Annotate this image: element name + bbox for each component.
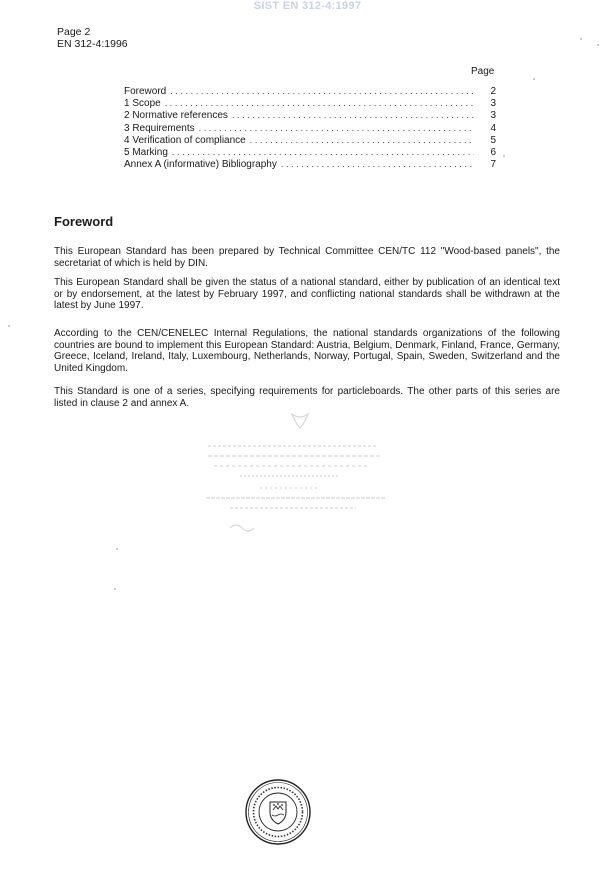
toc-page-label: Page [471, 66, 495, 77]
foreword-paragraph: According to the CEN/CENELEC Internal Regulations, the national standards organizations of the following countries are bound to implement this European Standard: Austria, Belgium, Denmark, Finland, France, Germany, Greece, Iceland, Ireland, Italy, Luxembourg, Netherlands, Norway, Portugal, Spain, Sweden, Switzerland and the United Kingdom. [54, 328, 560, 374]
toc-entry-foreword[interactable] [124, 86, 496, 98]
toc-entry-page: 2 [490, 86, 496, 97]
toc-entry-title: 4 Verification of compliance [124, 134, 246, 146]
toc-entry-requirements[interactable] [124, 123, 496, 135]
toc-leader [165, 98, 474, 108]
toc-entry-page: 6 [490, 146, 496, 158]
toc-entry-annex-a[interactable] [124, 159, 496, 171]
toc-entry-page: 7 [490, 159, 496, 171]
toc-entry-scope[interactable] [124, 98, 496, 110]
foreword-heading: Foreword [54, 214, 114, 229]
toc-entry-page: 3 [490, 110, 496, 122]
toc-leader [170, 86, 474, 96]
foreword-paragraph: This Standard is one of a series, specifying requirements for particleboards. The other parts of this series are listed in clause 2 and annex A. [54, 386, 560, 409]
toc-entry-title: 5 Marking [124, 146, 168, 158]
toc-leader [232, 110, 474, 120]
standard-id: EN 312-4:1996 [57, 38, 128, 50]
page-number: Page 2 [57, 26, 91, 38]
toc-leader [281, 159, 474, 169]
toc-entry-title: Annex A (informative) Bibliography [124, 159, 277, 171]
foreword-paragraph: This European Standard shall be given the status of a national standard, either by publication of an identical text or by endorsement, at the latest by February 1997, and conflicting national standards shall be withdrawn at the latest by June 1997. [54, 277, 560, 312]
toc-entry-title: 2 Normative references [124, 110, 228, 122]
table-of-contents [124, 86, 496, 171]
toc-entry-page: 4 [490, 122, 496, 134]
toc-entry-marking[interactable] [124, 147, 496, 159]
foreword-paragraph: This European Standard has been prepared by Technical Committee CEN/TC 112 "Wood-based panels", the secretariat of which is held by DIN. [54, 246, 560, 269]
page-header [57, 26, 128, 50]
toc-entry-title: Foreword [124, 86, 167, 97]
institute-seal [244, 778, 312, 846]
toc-entry-title: 1 Scope [124, 98, 161, 110]
toc-leader [172, 147, 474, 157]
toc-entry-page: 5 [490, 134, 496, 146]
toc-entry-normative-references[interactable] [124, 110, 496, 122]
faded-stamp-impression [200, 410, 400, 540]
toc-leader [250, 135, 474, 145]
toc-leader [199, 123, 474, 133]
toc-entry-page: 3 [490, 98, 496, 110]
watermark-header: SIST EN 312-4:1997 [253, 0, 362, 12]
toc-entry-title: 3 Requirements [124, 122, 195, 134]
toc-entry-verification[interactable] [124, 135, 496, 147]
